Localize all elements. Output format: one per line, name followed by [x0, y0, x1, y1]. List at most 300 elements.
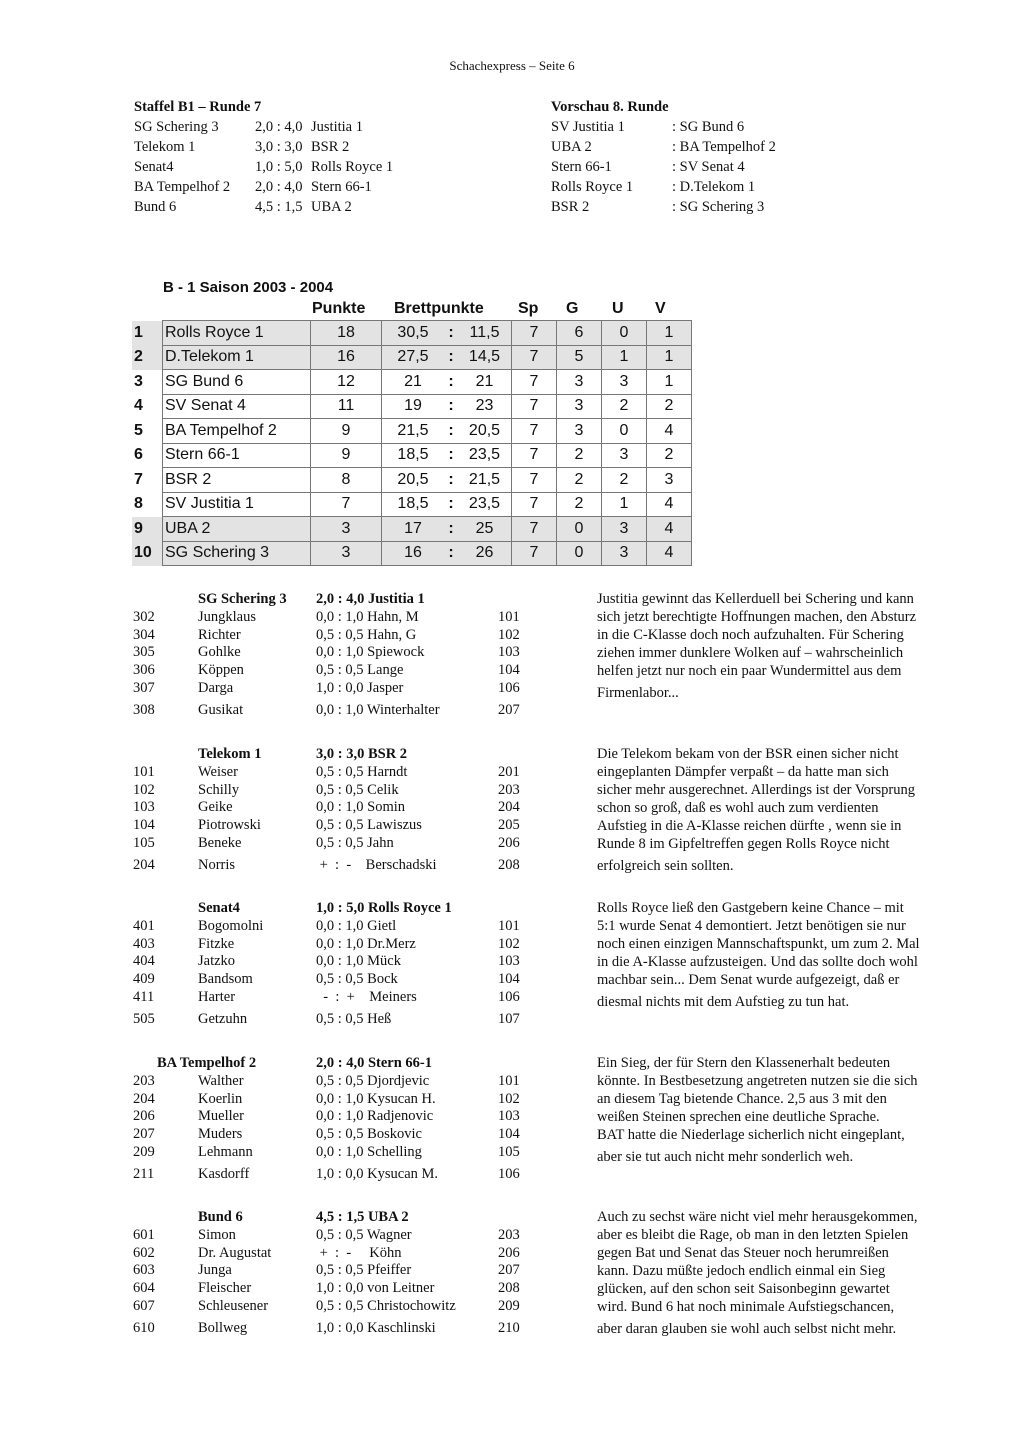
losses: 1 — [647, 370, 692, 395]
preview-home: UBA 2 — [551, 139, 592, 155]
header-board-points: Brettpunkte — [394, 300, 484, 317]
home-player: Weiser — [198, 764, 238, 780]
result-score: 4,5 : 1,5 — [255, 199, 303, 215]
team-name: SV Senat 4 — [163, 394, 311, 419]
standings-row — [132, 492, 692, 517]
points: 18 — [311, 321, 382, 346]
home-player: Darga — [198, 679, 234, 696]
wins: 0 — [557, 541, 602, 566]
home-board: 211 — [133, 1165, 155, 1182]
home-board: 103 — [133, 799, 155, 816]
away-board: 101 — [498, 1073, 520, 1089]
draws: 3 — [602, 370, 647, 395]
standings-table — [132, 320, 692, 566]
comment-line: aber daran glauben sie wohl auch selbst nicht mehr. — [597, 1321, 897, 1337]
game-result: 0,5 : 0,5 Djordjevic — [316, 1073, 430, 1089]
away-board: 205 — [498, 817, 520, 834]
board-points-for: 19 — [382, 394, 445, 419]
away-board: 208 — [498, 856, 520, 873]
result-home: SG Schering 3 — [134, 119, 219, 135]
game-result: - : + Meiners — [316, 988, 417, 1005]
team-name: Rolls Royce 1 — [163, 321, 311, 346]
away-board: 106 — [498, 679, 520, 696]
losses: 1 — [647, 321, 692, 346]
wins: 6 — [557, 321, 602, 346]
comment-line: Ein Sieg, der für Stern den Klassenerhalt bedeuten — [597, 1055, 891, 1071]
home-player: Fleischer — [198, 1280, 252, 1297]
home-board: 302 — [133, 609, 155, 625]
home-board: 105 — [133, 834, 155, 851]
standings-row — [132, 468, 692, 493]
points: 3 — [311, 541, 382, 566]
result-home: Telekom 1 — [134, 139, 196, 155]
board-points-against: 25 — [458, 517, 512, 542]
game-result: 1,0 : 0,0 Kysucan M. — [316, 1165, 439, 1182]
rank: 10 — [132, 541, 163, 566]
away-board: 201 — [498, 764, 520, 780]
comment-line: in die A-Klasse aufzusteigen. Und das sollte doch wohl — [597, 954, 918, 970]
away-board: 207 — [498, 701, 520, 718]
result-home: Bund 6 — [134, 199, 177, 215]
away-board: 102 — [498, 626, 520, 643]
board-points-separator: : — [444, 443, 458, 468]
away-board: 106 — [498, 988, 520, 1005]
away-board: 206 — [498, 834, 520, 851]
home-board: 305 — [133, 644, 155, 661]
home-board: 603 — [133, 1262, 155, 1279]
comment-line: noch einen einzigen Mannschaftspunkt, um zum 2. Mal — [597, 936, 920, 952]
comment-line: weißen Steinen sprechen eine deutliche Sprache. — [597, 1109, 880, 1125]
standings-row — [132, 345, 692, 370]
wins: 5 — [557, 345, 602, 370]
game-result: + : - Köhn — [316, 1244, 402, 1261]
losses: 2 — [647, 394, 692, 419]
home-board: 404 — [133, 953, 155, 970]
games-played: 7 — [512, 492, 557, 517]
match-team: SG Schering 3 — [198, 591, 287, 607]
match-result: 3,0 : 3,0 BSR 2 — [316, 746, 408, 762]
game-result: 0,0 : 1,0 Mück — [316, 953, 401, 970]
game-result: 0,5 : 0,5 Boskovic — [316, 1126, 422, 1143]
board-points-against: 23 — [458, 394, 512, 419]
game-result: + : - Berschadski — [316, 856, 437, 873]
home-board: 604 — [133, 1280, 155, 1297]
points: 3 — [311, 517, 382, 542]
comment-line: Aufstieg in die A-Klasse reichen dürfte , wenn sie in — [597, 818, 902, 834]
points: 11 — [311, 394, 382, 419]
comment-line: Runde 8 im Gipfeltreffen gegen Rolls Royce nicht — [597, 836, 890, 852]
home-board: 304 — [133, 626, 155, 643]
wins: 2 — [557, 468, 602, 493]
match-result: 2,0 : 4,0 Stern 66-1 — [316, 1055, 432, 1071]
game-result: 0,5 : 0,5 Hahn, G — [316, 626, 417, 643]
away-board: 210 — [498, 1319, 520, 1336]
points: 9 — [311, 419, 382, 444]
points: 8 — [311, 468, 382, 493]
away-board: 105 — [498, 1143, 520, 1160]
away-board: 204 — [498, 799, 520, 816]
match-comment — [597, 590, 957, 702]
game-result: 0,0 : 1,0 Hahn, M — [316, 609, 419, 625]
comment-line: Rolls Royce ließ den Gastgebern keine Chance – mit — [597, 900, 904, 916]
home-player: Kasdorff — [198, 1165, 250, 1182]
comment-line: eingeplanten Dämpfer verpaßt – da hatte man sich — [597, 764, 889, 780]
board-points-for: 30,5 — [382, 321, 445, 346]
board-points-separator: : — [444, 345, 458, 370]
home-board: 104 — [133, 817, 155, 834]
preview-title: Vorschau 8. Runde — [551, 99, 669, 115]
game-result: 0,5 : 0,5 Wagner — [316, 1227, 412, 1243]
board-points-against: 20,5 — [458, 419, 512, 444]
games-played: 7 — [512, 468, 557, 493]
standings-row — [132, 541, 692, 566]
board-points-separator: : — [444, 517, 458, 542]
standings-row — [132, 394, 692, 419]
preview-away: : D.Telekom 1 — [672, 179, 756, 195]
wins: 0 — [557, 517, 602, 542]
match-team: BA Tempelhof 2 — [157, 1055, 257, 1071]
rank: 1 — [132, 321, 163, 346]
home-player: Walther — [198, 1073, 244, 1089]
board-points-separator: : — [444, 492, 458, 517]
home-player: Schilly — [198, 781, 240, 798]
rank: 2 — [132, 345, 163, 370]
home-board: 204 — [133, 1090, 155, 1107]
comment-line: gegen Bat und Senat das Steuer noch herumreißen — [597, 1245, 889, 1261]
losses: 1 — [647, 345, 692, 370]
away-board: 103 — [498, 1108, 520, 1125]
result-score: 1,0 : 5,0 — [255, 159, 303, 175]
team-name: D.Telekom 1 — [163, 345, 311, 370]
comment-line: ziehen immer dunklere Wolken auf – wahrscheinlich — [597, 645, 904, 661]
draws: 3 — [602, 541, 647, 566]
home-player: Getzuhn — [198, 1010, 248, 1027]
away-board: 203 — [498, 781, 520, 798]
board-points-for: 17 — [382, 517, 445, 542]
home-board: 401 — [133, 918, 155, 934]
preview-home: Rolls Royce 1 — [551, 179, 634, 195]
home-player: Jatzko — [198, 953, 236, 970]
result-away: UBA 2 — [311, 199, 352, 215]
draws: 2 — [602, 394, 647, 419]
home-player: Mueller — [198, 1108, 244, 1125]
game-result: 0,0 : 1,0 Kysucan H. — [316, 1090, 436, 1107]
board-points-against: 21,5 — [458, 468, 512, 493]
games-played: 7 — [512, 321, 557, 346]
losses: 3 — [647, 468, 692, 493]
losses: 4 — [647, 541, 692, 566]
game-result: 0,0 : 1,0 Schelling — [316, 1143, 422, 1160]
comment-line: Die Telekom bekam von der BSR einen sicher nicht — [597, 746, 899, 762]
rank: 9 — [132, 517, 163, 542]
comment-line: könnte. In Bestbesetzung angetreten nutzen sie die sich — [597, 1073, 918, 1089]
home-player: Piotrowski — [198, 817, 261, 834]
header-games: Sp — [518, 300, 539, 317]
home-board: 602 — [133, 1244, 155, 1261]
preview-home: BSR 2 — [551, 199, 590, 215]
comment-line: sicher mehr ausgerechnet. Allerdings ist der Vorsprung — [597, 782, 915, 798]
home-player: Schleusener — [198, 1297, 269, 1314]
rank: 8 — [134, 495, 143, 513]
home-board: 307 — [133, 679, 155, 696]
home-player: Junga — [198, 1262, 232, 1279]
comment-line: 5:1 wurde Senat 4 demontiert. Jetzt benötigen sie nur — [597, 918, 906, 934]
games-played: 7 — [512, 345, 557, 370]
draws: 2 — [602, 468, 647, 493]
away-board: 102 — [498, 935, 520, 952]
board-points-separator: : — [444, 468, 458, 493]
game-result: 1,0 : 0,0 Kaschlinski — [316, 1319, 436, 1336]
home-player: Gohlke — [198, 644, 241, 661]
home-player: Bandsom — [198, 971, 253, 988]
comment-line: machbar sein... Dem Senat wurde aufgezeigt, daß er — [597, 972, 900, 988]
team-name: SV Justitia 1 — [163, 492, 311, 517]
result-score: 2,0 : 4,0 — [255, 179, 303, 195]
home-player: Geike — [198, 799, 233, 816]
home-board: 409 — [133, 971, 155, 988]
home-player: Muders — [198, 1126, 243, 1143]
team-name: BSR 2 — [163, 468, 311, 493]
match-team: Senat4 — [198, 900, 240, 916]
preview-away: : SG Bund 6 — [672, 119, 745, 135]
game-result: 1,0 : 0,0 Jasper — [316, 679, 404, 696]
board-points-for: 20,5 — [382, 468, 445, 493]
comment-line: diesmal nichts mit dem Aufstieg zu tun hat. — [597, 994, 850, 1010]
draws: 3 — [602, 517, 647, 542]
match-team: Telekom 1 — [198, 746, 262, 762]
game-result: 1,0 : 0,0 von Leitner — [316, 1280, 435, 1297]
away-board: 106 — [498, 1165, 520, 1182]
game-result: 0,5 : 0,5 Heß — [316, 1010, 392, 1027]
home-player: Koerlin — [198, 1090, 243, 1107]
home-board: 206 — [133, 1108, 155, 1125]
board-points-against: 14,5 — [458, 345, 512, 370]
team-name: UBA 2 — [163, 517, 311, 542]
team-name: SG Schering 3 — [163, 541, 311, 566]
standings-row — [132, 419, 692, 444]
match-result: 1,0 : 5,0 Rolls Royce 1 — [316, 900, 452, 916]
wins: 3 — [557, 370, 602, 395]
home-board: 610 — [133, 1319, 155, 1336]
losses: 4 — [647, 492, 692, 517]
team-name: SG Bund 6 — [163, 370, 311, 395]
home-player: Gusikat — [198, 701, 244, 718]
board-points-against: 21 — [458, 370, 512, 395]
board-points-against: 26 — [458, 541, 512, 566]
header-wins: G — [566, 300, 579, 317]
game-result: 0,0 : 1,0 Somin — [316, 799, 406, 816]
page-header: Schachexpress – Seite 6 — [449, 58, 575, 73]
match-comment — [597, 745, 957, 875]
header-draws: U — [612, 300, 624, 317]
home-board: 204 — [133, 856, 155, 873]
board-points-separator: : — [444, 394, 458, 419]
comment-line: Auch zu sechst wäre nicht viel mehr herausgekommen, — [597, 1209, 918, 1225]
preview-home: Stern 66-1 — [551, 159, 612, 175]
away-board: 103 — [498, 953, 520, 970]
home-board: 203 — [133, 1073, 155, 1089]
draws: 3 — [602, 443, 647, 468]
home-player: Bogomolni — [198, 918, 264, 934]
board-points-for: 18,5 — [382, 443, 445, 468]
standings-title: B - 1 Saison 2003 - 2004 — [163, 279, 334, 296]
away-board: 209 — [498, 1297, 520, 1314]
draws: 1 — [602, 345, 647, 370]
game-result: 0,5 : 0,5 Harndt — [316, 764, 408, 780]
game-result: 0,0 : 1,0 Winterhalter — [316, 701, 440, 718]
match-comment — [597, 1208, 957, 1338]
games-played: 7 — [512, 443, 557, 468]
game-result: 0,5 : 0,5 Bock — [316, 971, 398, 988]
home-board: 505 — [133, 1010, 155, 1027]
home-player: Jungklaus — [198, 609, 256, 625]
away-board: 104 — [498, 971, 520, 988]
board-points-against: 11,5 — [458, 321, 512, 346]
game-result: 0,5 : 0,5 Christochowitz — [316, 1297, 456, 1314]
away-board: 101 — [498, 918, 520, 934]
draws: 0 — [602, 419, 647, 444]
result-away: Stern 66-1 — [311, 179, 372, 195]
comment-line: Firmenlabor... — [597, 685, 679, 701]
points: 16 — [311, 345, 382, 370]
comment-line: Justitia gewinnt das Kellerduell bei Schering und kann — [597, 591, 914, 607]
comment-line: aber es bleibt die Rage, ob man in den letzten Spielen — [597, 1227, 909, 1243]
board-points-separator: : — [444, 419, 458, 444]
home-player: Lehmann — [198, 1143, 253, 1160]
board-points-separator: : — [444, 370, 458, 395]
standings-row — [132, 443, 692, 468]
comment-line: glücken, auf den schon seit Saisonbeginn gewartet — [597, 1281, 890, 1297]
home-player: Simon — [198, 1227, 236, 1243]
result-home: Senat4 — [134, 159, 174, 175]
draws: 1 — [602, 492, 647, 517]
game-result: 0,5 : 0,5 Lawiszus — [316, 817, 422, 834]
preview-home: SV Justitia 1 — [551, 119, 625, 135]
header-points: Punkte — [312, 300, 366, 317]
team-name: Stern 66-1 — [163, 443, 311, 468]
comment-line: schon so groß, daß es wohl auch zum verdienten — [597, 800, 879, 816]
rank: 7 — [134, 470, 143, 488]
standings-row — [132, 321, 692, 346]
board-points-for: 16 — [382, 541, 445, 566]
games-played: 7 — [512, 541, 557, 566]
result-away: Rolls Royce 1 — [311, 159, 394, 175]
game-result: 0,5 : 0,5 Pfeiffer — [316, 1262, 412, 1279]
match-comment — [597, 899, 957, 1011]
comment-line: sich jetzt berechtigte Hoffnungen machen, den Absturz — [597, 609, 917, 625]
away-board: 207 — [498, 1262, 520, 1279]
game-result: 0,0 : 1,0 Radjenovic — [316, 1108, 434, 1125]
away-board: 101 — [498, 609, 520, 625]
away-board: 208 — [498, 1280, 520, 1297]
comment-line: kann. Dazu müßte jedoch endlich einmal ein Sieg — [597, 1263, 886, 1279]
games-played: 7 — [512, 370, 557, 395]
game-result: 0,0 : 1,0 Dr.Merz — [316, 935, 416, 952]
away-board: 206 — [498, 1244, 520, 1261]
comment-line: erfolgreich sein sollten. — [597, 858, 734, 874]
match-team: Bund 6 — [198, 1209, 243, 1225]
games-played: 7 — [512, 517, 557, 542]
home-player: Dr. Augustat — [198, 1244, 272, 1261]
home-board: 411 — [133, 988, 155, 1005]
board-points-separator: : — [444, 321, 458, 346]
header-losses: V — [655, 300, 666, 317]
losses: 4 — [647, 517, 692, 542]
board-points-against: 23,5 — [458, 492, 512, 517]
comment-line: helfen jetzt nur noch ein paar Wundermittel aus dem — [597, 663, 902, 679]
losses: 2 — [647, 443, 692, 468]
board-points-for: 18,5 — [382, 492, 445, 517]
match-comment — [597, 1054, 957, 1166]
comment-line: an diesem Tag bietende Chance. 2,5 aus 3 mit den — [597, 1091, 887, 1107]
wins: 2 — [557, 443, 602, 468]
away-board: 107 — [498, 1010, 520, 1027]
home-player: Richter — [198, 626, 241, 643]
home-board: 306 — [133, 662, 155, 679]
team-name: BA Tempelhof 2 — [163, 419, 311, 444]
game-result: 0,5 : 0,5 Jahn — [316, 834, 394, 851]
comment-line: BAT hatte die Niederlage sicherlich nicht eingeplant, — [597, 1127, 905, 1143]
away-board: 104 — [498, 662, 520, 679]
comment-line: in die C-Klasse doch noch aufzuhalten. Für Schering — [597, 627, 904, 643]
game-result: 0,5 : 0,5 Lange — [316, 662, 404, 679]
points: 9 — [311, 443, 382, 468]
away-board: 102 — [498, 1090, 520, 1107]
result-score: 2,0 : 4,0 — [255, 119, 303, 135]
home-board: 607 — [133, 1297, 155, 1314]
rank: 4 — [134, 397, 143, 415]
home-player: Harter — [198, 988, 236, 1005]
result-away: Justitia 1 — [311, 119, 363, 135]
board-points-for: 21,5 — [382, 419, 445, 444]
game-result: 0,5 : 0,5 Celik — [316, 781, 399, 798]
board-points-for: 27,5 — [382, 345, 445, 370]
preview-away: : BA Tempelhof 2 — [672, 139, 776, 155]
game-result: 0,0 : 1,0 Spiewock — [316, 644, 425, 661]
match-result: 2,0 : 4,0 Justitia 1 — [316, 591, 425, 607]
comment-line: aber sie tut auch nicht mehr sonderlich weh. — [597, 1149, 854, 1165]
preview-away: : SG Schering 3 — [672, 199, 765, 215]
wins: 2 — [557, 492, 602, 517]
standings-row — [132, 370, 692, 395]
results-title: Staffel B1 – Runde 7 — [134, 99, 262, 115]
home-player: Beneke — [198, 834, 242, 851]
result-home: BA Tempelhof 2 — [134, 179, 231, 195]
rank: 6 — [134, 446, 143, 464]
match-result: 4,5 : 1,5 UBA 2 — [316, 1209, 409, 1225]
home-player: Köppen — [198, 662, 244, 679]
game-result: 0,0 : 1,0 Gietl — [316, 918, 397, 934]
draws: 0 — [602, 321, 647, 346]
away-board: 203 — [498, 1227, 520, 1243]
losses: 4 — [647, 419, 692, 444]
home-player: Fitzke — [198, 935, 235, 952]
home-player: Norris — [198, 856, 236, 873]
home-board: 102 — [133, 781, 155, 798]
home-board: 101 — [133, 764, 155, 780]
games-played: 7 — [512, 419, 557, 444]
home-board: 601 — [133, 1227, 155, 1243]
away-board: 104 — [498, 1126, 520, 1143]
home-player: Bollweg — [198, 1319, 248, 1336]
board-points-for: 21 — [382, 370, 445, 395]
standings-row — [132, 517, 692, 542]
result-score: 3,0 : 3,0 — [255, 139, 303, 155]
games-played: 7 — [512, 394, 557, 419]
comment-line: wird. Bund 6 hat noch minimale Aufstiegschancen, — [597, 1299, 895, 1315]
home-board: 308 — [133, 701, 155, 718]
board-points-against: 23,5 — [458, 443, 512, 468]
